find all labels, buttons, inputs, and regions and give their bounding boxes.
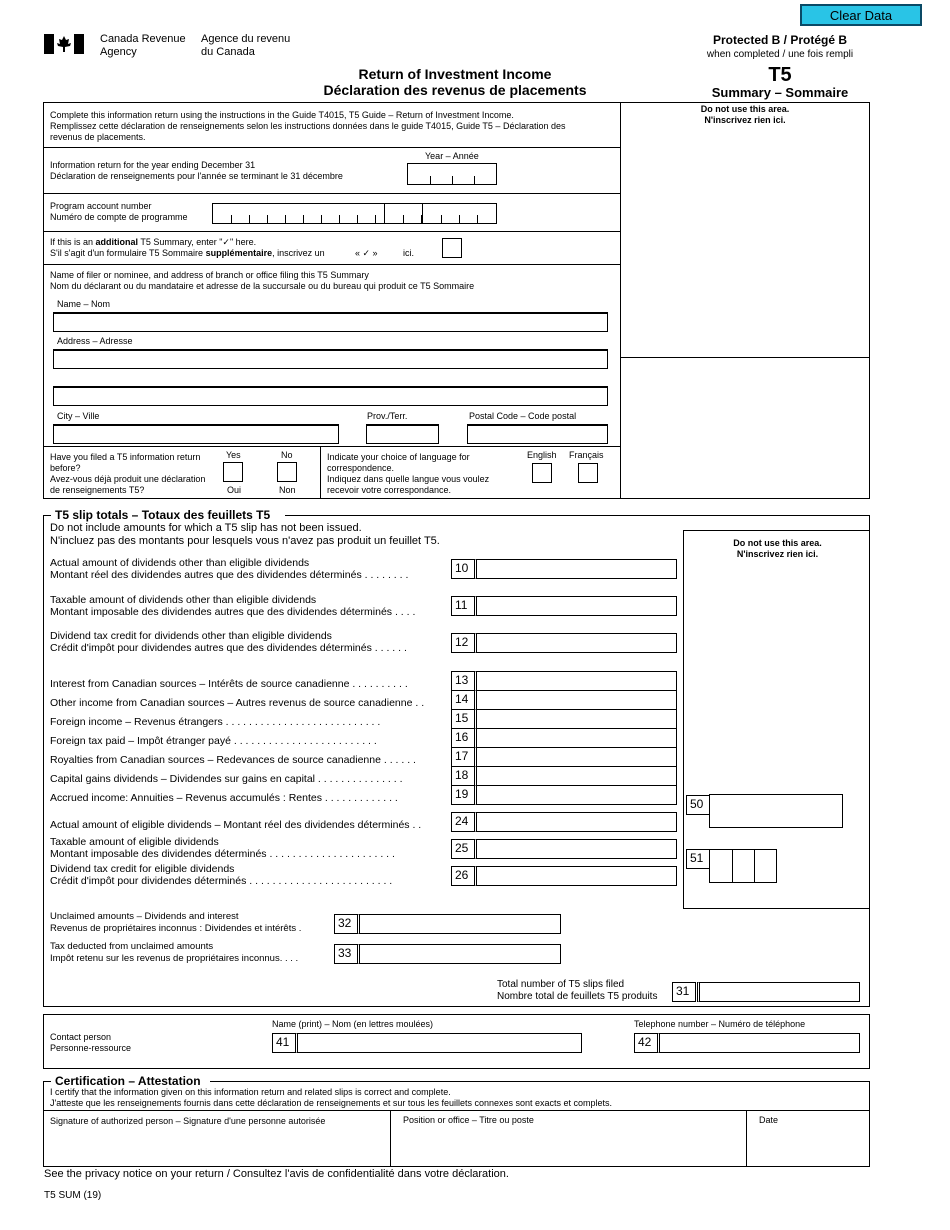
address-line2-input[interactable]: [53, 386, 608, 406]
line-25-label: Taxable amount of eligible dividends Montant imposable des dividendes déterminés . . . . . . . . . . . . . . . . . . . . . .: [50, 836, 395, 860]
line-11-label: Taxable amount of dividends other than eligible dividends Montant imposable des dividendes autres que des dividendes déterminés . . . .: [50, 594, 416, 618]
field-33[interactable]: [357, 944, 561, 964]
non-label: Non: [279, 485, 296, 495]
francais-label: Français: [569, 450, 604, 460]
contact-name-label: Name (print) – Nom (en lettres moulées): [272, 1019, 434, 1029]
year-text: Information return for the year ending December 31 Déclaration de renseignements pour l'année se terminant le 31 décembre: [50, 160, 343, 181]
code-18: 18: [451, 766, 475, 786]
form-code: T5 Summary – Sommaire: [711, 64, 849, 100]
field-16[interactable]: [474, 728, 677, 748]
code-25: 25: [451, 839, 475, 859]
position-field[interactable]: [392, 1128, 745, 1166]
line-18-label: Capital gains dividends – Dividendes sur gains en capital . . . . . . . . . . . . . . .: [50, 773, 403, 785]
agency-name-en: Canada Revenue Agency: [100, 33, 186, 58]
field-32[interactable]: [357, 914, 561, 934]
field-19[interactable]: [474, 785, 677, 805]
code-24: 24: [451, 812, 475, 832]
year-input[interactable]: [407, 163, 497, 185]
position-label: Position or office – Titre ou poste: [403, 1115, 534, 1125]
phone-label: Telephone number – Numéro de téléphone: [634, 1019, 806, 1029]
program-account-text: Program account number Numéro de compte de programme: [50, 201, 188, 222]
date-label: Date: [759, 1115, 779, 1125]
francais-checkbox[interactable]: [578, 463, 598, 483]
program-account-input[interactable]: [212, 203, 497, 224]
field-51[interactable]: [709, 849, 777, 883]
line-12-label: Dividend tax credit for dividends other than eligible dividends Crédit d'impôt pour dividendes autres que des dividendes déterminés . . . . . .: [50, 630, 407, 654]
line-17-label: Royalties from Canadian sources – Redevances de source canadienne . . . . . .: [50, 754, 416, 766]
instructions-text: Complete this information return using the instructions in the Guide T4015, T5 Guide – Return of Investment Income. Remplissez cette déclaration de renseignements selon les instructions données dans le guide T4015, Guide T5 – Déclaration des revenus de placements.: [50, 110, 566, 142]
city-label: City – Ville: [57, 411, 100, 421]
phone-input[interactable]: [657, 1033, 860, 1053]
page-title: Return of Investment Income Déclaration des revenus de placements: [323, 66, 587, 98]
total-slips-text: Total number of T5 slips filed Nombre total de feuillets T5 produits: [497, 979, 658, 1002]
code-41: 41: [272, 1033, 296, 1053]
code-10: 10: [451, 559, 475, 579]
code-13: 13: [451, 671, 475, 691]
certification-text: I certify that the information given on this information return and related slips is correct and complete. J'atteste que les renseignements fournis dans cette déclaration de renseignements et sur tous les feuillets connexes sont exacts et complets.: [50, 1087, 613, 1108]
address-label: Address – Adresse: [57, 336, 133, 346]
line-13-label: Interest from Canadian sources – Intérêts de source canadienne . . . . . . . . . .: [50, 678, 408, 690]
prov-label: Prov./Terr.: [367, 411, 408, 421]
line-32-label: Unclaimed amounts – Dividends and interest Revenus de propriétaires inconnus : Dividendes et intérêts .: [50, 911, 302, 934]
code-15: 15: [451, 709, 475, 729]
code-26: 26: [451, 866, 475, 886]
ici-label: ici.: [403, 248, 414, 258]
contact-person-label: Contact person Personne-ressource: [50, 1032, 132, 1053]
postal-label: Postal Code – Code postal: [469, 411, 577, 421]
code-19: 19: [451, 785, 475, 805]
field-11[interactable]: [474, 596, 677, 616]
line-33-label: Tax deducted from unclaimed amounts Impôt retenu sur les revenus de propriétaires inconnus. . . .: [50, 941, 299, 964]
oui-label: Oui: [227, 485, 242, 495]
additional-summary-text: If this is an additional T5 Summary, enter "✓" here. S'il s'agit d'un formulaire T5 Sommaire supplémentaire, inscrivez un: [50, 237, 325, 258]
code-12: 12: [451, 633, 475, 653]
agency-name-fr: Agence du revenu du Canada: [201, 33, 291, 58]
field-12[interactable]: [474, 633, 677, 653]
postal-code-input[interactable]: [467, 424, 608, 444]
field-17[interactable]: [474, 747, 677, 767]
line-10-label: Actual amount of dividends other than eligible dividends Montant réel des dividendes autres que des dividendes déterminés . . . . . . . .: [50, 557, 409, 581]
clear-data-button[interactable]: Clear Data: [800, 4, 922, 26]
do-not-use-text-2: Do not use this area. N'inscrivez rien ici.: [733, 538, 822, 559]
code-16: 16: [451, 728, 475, 748]
line-14-label: Other income from Canadian sources – Autres revenus de source canadienne . .: [50, 697, 425, 709]
code-42: 42: [634, 1033, 658, 1053]
field-26[interactable]: [474, 866, 677, 886]
field-13[interactable]: [474, 671, 677, 691]
filer-name-input[interactable]: [53, 312, 608, 332]
slip-totals-title: T5 slip totals – Totaux des feuillets T5: [55, 508, 271, 522]
signature-field[interactable]: [44, 1128, 389, 1166]
certification-title: Certification – Attestation: [55, 1074, 201, 1088]
code-32: 32: [334, 914, 358, 934]
protected-label: Protected B / Protégé B when completed / une fois rempli: [706, 33, 854, 60]
field-24[interactable]: [474, 812, 677, 832]
code-17: 17: [451, 747, 475, 767]
field-10[interactable]: [474, 559, 677, 579]
code-31: 31: [672, 982, 696, 1002]
address-line1-input[interactable]: [53, 349, 608, 369]
line-26-label: Dividend tax credit for eligible dividends Crédit d'impôt pour dividendes déterminés . . . . . . . . . . . . . . . . . . . . . . . . .: [50, 863, 393, 887]
field-18[interactable]: [474, 766, 677, 786]
field-25[interactable]: [474, 839, 677, 859]
filed-before-text: Have you filed a T5 information return before? Avez-vous déjà produit une déclaration de renseignements T5?: [50, 452, 206, 495]
year-label: Year – Année: [425, 151, 479, 161]
line-19-label: Accrued income: Annuities – Revenus accumulés : Rentes . . . . . . . . . . . . .: [50, 792, 398, 804]
yes-label: Yes: [226, 450, 241, 460]
contact-name-input[interactable]: [295, 1033, 582, 1053]
code-14: 14: [451, 690, 475, 710]
filed-no-checkbox[interactable]: [277, 462, 297, 482]
do-not-use-area: Do not use this area. N'inscrivez rien ici.: [700, 104, 790, 125]
field-14[interactable]: [474, 690, 677, 710]
form-id: T5 SUM (19): [44, 1190, 102, 1201]
city-input[interactable]: [53, 424, 339, 444]
field-50[interactable]: [709, 794, 843, 828]
line-16-label: Foreign tax paid – Impôt étranger payé . . . . . . . . . . . . . . . . . . . . . . . . .: [50, 735, 377, 747]
check-symbol: « ✓ »: [355, 248, 378, 258]
filer-text: Name of filer or nominee, and address of branch or office filing this T5 Summary Nom du déclarant ou du mandataire et adresse de la succursale ou du bureau qui produit ce T5 Sommaire: [50, 270, 475, 291]
additional-summary-checkbox[interactable]: [442, 238, 462, 258]
code-50: 50: [686, 795, 710, 815]
english-checkbox[interactable]: [532, 463, 552, 483]
code-33: 33: [334, 944, 358, 964]
privacy-notice: See the privacy notice on your return / Consultez l'avis de confidentialité dans votre déclaration.: [44, 1168, 509, 1180]
province-input[interactable]: [366, 424, 439, 444]
no-label: No: [281, 450, 293, 460]
canada-flag-icon: [44, 34, 84, 54]
field-31[interactable]: [697, 982, 860, 1002]
code-11: 11: [451, 596, 475, 616]
line-15-label: Foreign income – Revenus étrangers . . . . . . . . . . . . . . . . . . . . . . . . . . .: [50, 716, 381, 728]
totals-note: Do not include amounts for which a T5 slip has not been issued. N'incluez pas des montants pour lesquels vous n'avez pas produit un feuillet T5.: [50, 522, 440, 547]
english-label: English: [527, 450, 557, 460]
date-field[interactable]: [748, 1128, 869, 1166]
field-15[interactable]: [474, 709, 677, 729]
filed-yes-checkbox[interactable]: [223, 462, 243, 482]
name-label: Name – Nom: [57, 299, 111, 309]
line-24-label: Actual amount of eligible dividends – Montant réel des dividendes déterminés . .: [50, 819, 422, 831]
signature-label: Signature of authorized person – Signature d'une personne autorisée: [50, 1116, 326, 1126]
language-text: Indicate your choice of language for correspondence. Indiquez dans quelle langue vous voulez recevoir votre correspondance.: [327, 452, 490, 495]
code-51: 51: [686, 849, 710, 869]
